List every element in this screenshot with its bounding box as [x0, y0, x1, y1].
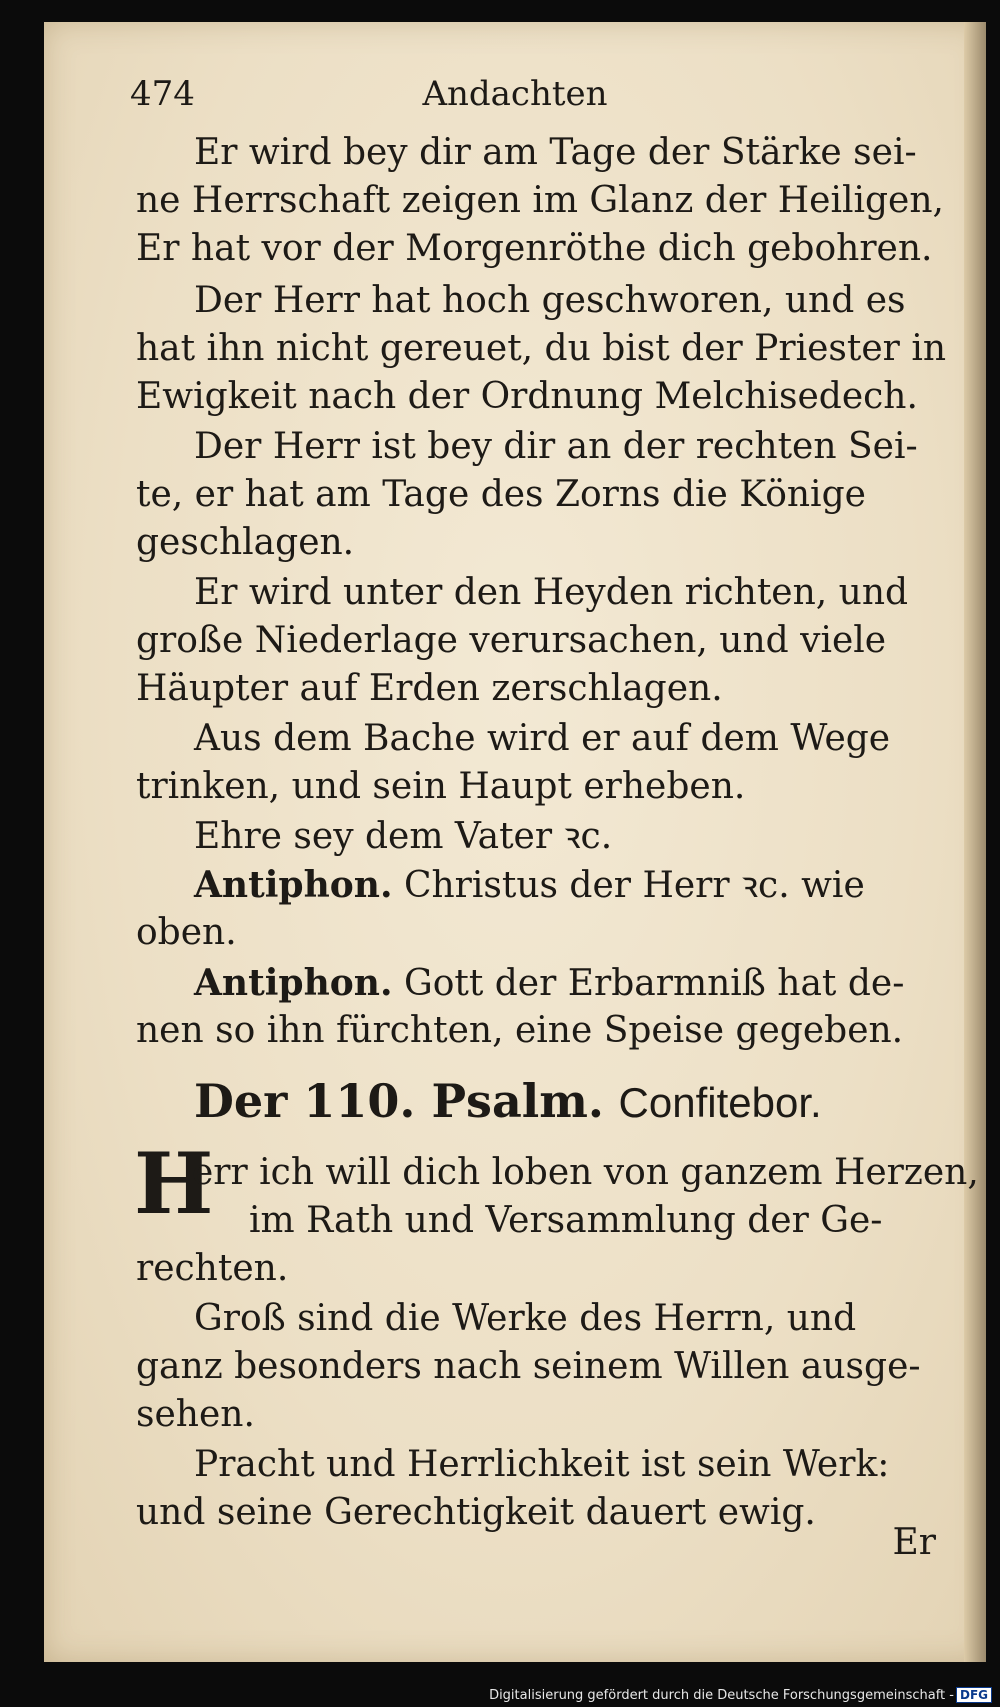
psalm-line: err ich will dich loben von ganzem Herzen,: [192, 1152, 979, 1193]
text-line: Häupter auf Erden zerschlagen.: [136, 668, 723, 709]
running-head: Andachten: [422, 74, 608, 114]
psalm-line: sehen.: [136, 1394, 255, 1435]
drop-capital: H: [134, 1134, 214, 1233]
antiphon-label: Antiphon.: [194, 864, 393, 906]
text-line: Aus dem Bache wird er auf dem Wege: [194, 718, 891, 759]
text-line: Er wird unter den Heyden richten, und: [194, 572, 909, 613]
text-line: Ewigkeit nach der Ordnung Melchisedech.: [136, 376, 918, 417]
text-line: Er wird bey dir am Tage der Stärke sei-: [194, 132, 917, 173]
psalm-line: rechten.: [136, 1248, 289, 1289]
psalm-line: Pracht und Herrlichkeit ist sein Werk:: [194, 1444, 890, 1485]
antiphon-label: Antiphon.: [194, 962, 393, 1004]
page-gutter: [964, 22, 986, 1662]
psalm-line: ganz besonders nach seinem Willen ausge-: [136, 1346, 921, 1387]
text-line: oben.: [136, 912, 237, 953]
page-number: 474: [130, 74, 195, 114]
antiphon-line: [194, 960, 904, 1007]
psalm-line: im Rath und Versammlung der Ge-: [249, 1200, 883, 1241]
text-line: trinken, und sein Haupt erheben.: [136, 766, 746, 807]
book-page: [44, 22, 986, 1662]
psalm-heading: [194, 1074, 822, 1128]
dfg-logo: DFG: [956, 1687, 992, 1703]
text-line: große Niederlage verursachen, und viele: [136, 620, 887, 661]
text-line: hat ihn nicht gereuet, du bist der Priester in: [136, 328, 947, 369]
psalm-line: und seine Gerechtigkeit dauert ewig.: [136, 1492, 816, 1533]
psalm-heading-prefix: Der 110. Psalm.: [194, 1074, 604, 1128]
text-line: te, er hat am Tage des Zorns die Könige: [136, 474, 866, 515]
text-line: Ehre sey dem Vater ꝛc.: [194, 816, 613, 857]
credit-text: Digitalisierung gefördert durch die Deutsche Forschungsgemeinschaft -: [489, 1688, 954, 1703]
psalm-line: Groß sind die Werke des Herrn, und: [194, 1298, 857, 1339]
antiphon-text: Christus der Herr ꝛc. wie: [403, 865, 865, 906]
text-line: Der Herr hat hoch geschworen, und es: [194, 280, 906, 321]
antiphon-text: Gott der Erbarmniß hat de-: [403, 963, 905, 1004]
text-line: geschlagen.: [136, 522, 355, 563]
text-line: nen so ihn fürchten, eine Speise gegeben.: [136, 1010, 904, 1051]
text-line: Er hat vor der Morgenröthe dich gebohren.: [136, 228, 933, 269]
psalm-heading-latin: Confitebor.: [618, 1079, 822, 1126]
digitization-credit: [489, 1687, 992, 1703]
catchword: Er: [892, 1522, 936, 1563]
antiphon-line: [194, 862, 865, 909]
text-line: ne Herrschaft zeigen im Glanz der Heiligen,: [136, 180, 944, 221]
text-line: Der Herr ist bey dir an der rechten Sei-: [194, 426, 918, 467]
